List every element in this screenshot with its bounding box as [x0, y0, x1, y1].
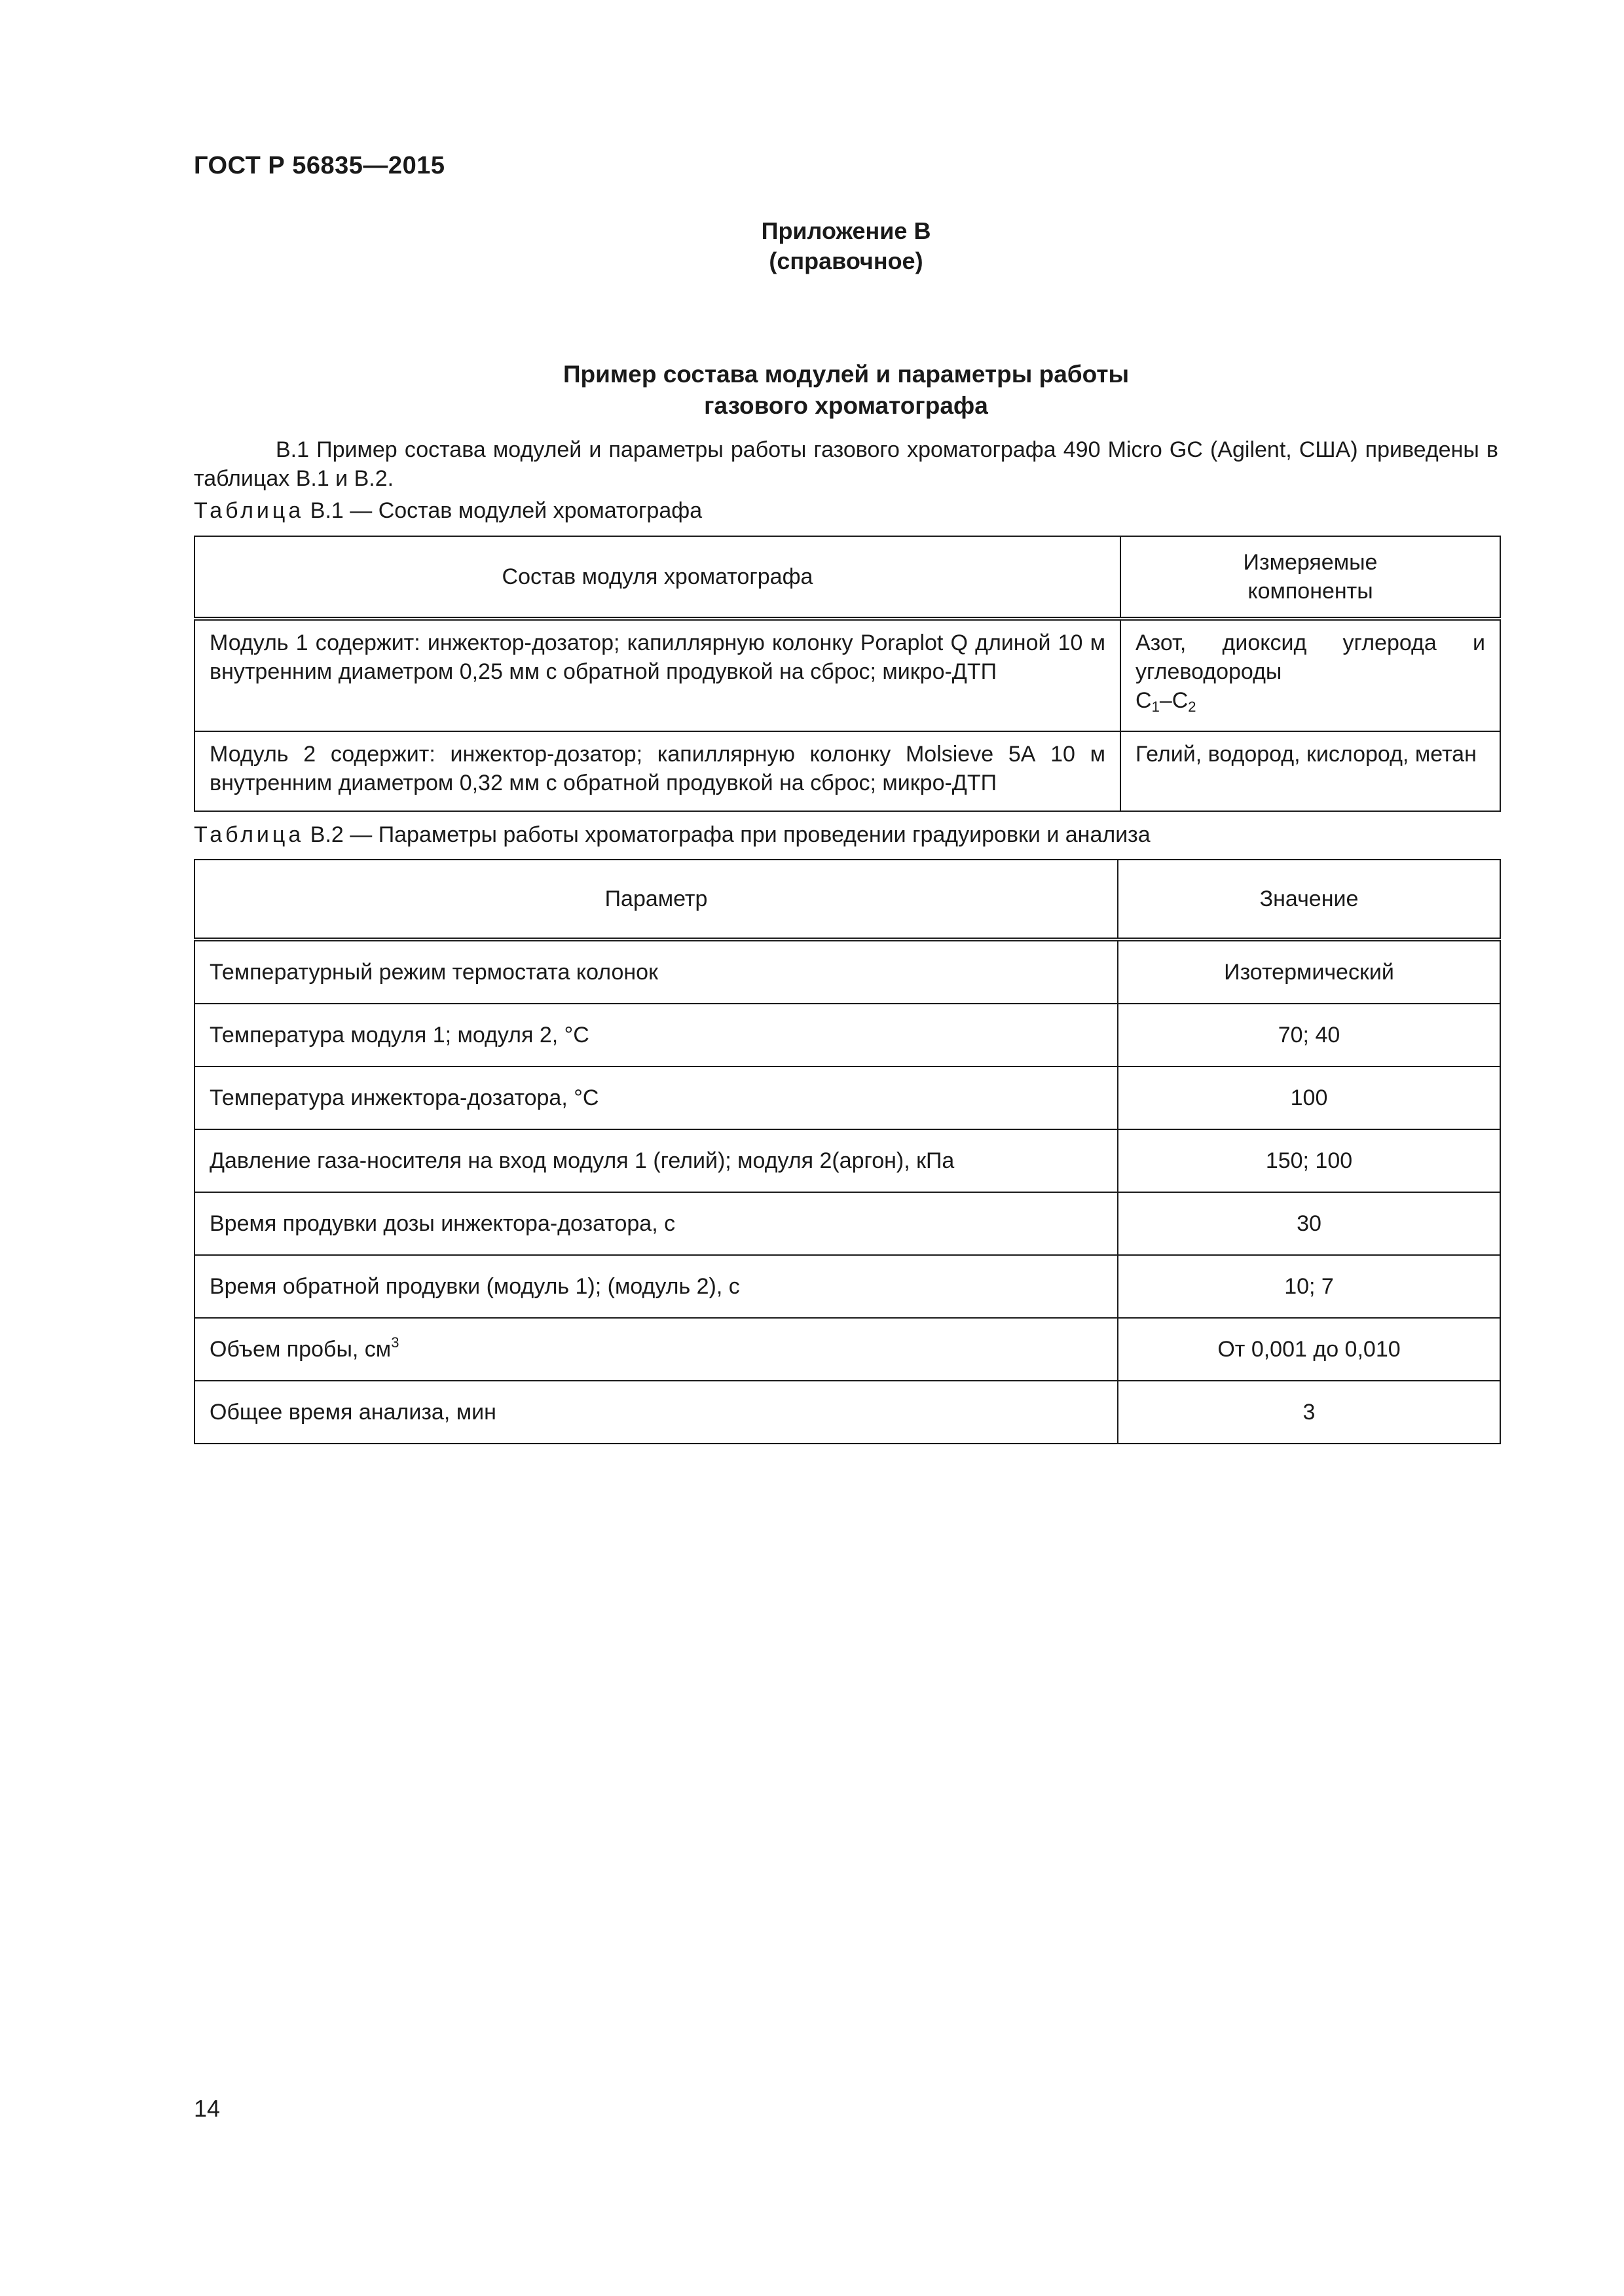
table1-header-row: [194, 536, 1500, 619]
param-cell: [194, 1318, 1118, 1381]
intro-paragraph: В.1 Пример состава модулей и параметры работы газового хроматографа 490 Micro GC (Agilent, США) приведены в таблицах В.1 и В.2.: [194, 437, 1498, 491]
param-cell: Температура модуля 1; модуля 2, °С: [194, 1004, 1118, 1066]
table2-header-row: [194, 860, 1500, 939]
table1-caption-text: В.1 — Состав модулей хроматографа: [310, 498, 703, 523]
table2-header-value: Значение: [1118, 860, 1500, 939]
value-cell: 3: [1118, 1381, 1500, 1444]
value-cell: 100: [1118, 1066, 1500, 1129]
module1-components-formula: [1135, 686, 1485, 715]
module2-composition: Модуль 2 содержит: инжектор-дозатор; капиллярную колонку Molsieve 5А 10 м внутренним диаметром 0,32 мм с обратной продувкой на сброс; микро-ДТП: [194, 731, 1120, 811]
table-row: [194, 1192, 1500, 1255]
table-row: [194, 731, 1500, 811]
section-title: [194, 359, 1498, 422]
value-cell: Изотермический: [1118, 939, 1500, 1004]
param-cell: Температура инжектора-дозатора, °С: [194, 1066, 1118, 1129]
table-row: [194, 1381, 1500, 1444]
module2-components: Гелий, водород, кислород, метан: [1120, 731, 1500, 811]
table-row: [194, 1004, 1500, 1066]
table-row: [194, 939, 1500, 1004]
table2-caption-text: В.2 — Параметры работы хроматографа при проведении градуировки и анализа: [310, 822, 1151, 847]
value-cell: 150; 100: [1118, 1129, 1500, 1192]
document-code: ГОСТ Р 56835—2015: [194, 152, 445, 179]
param-text: Объем пробы, см: [210, 1337, 392, 1362]
table1-caption: [194, 496, 702, 525]
section-title-line2: газового хроматографа: [704, 392, 988, 419]
param-cell: Общее время анализа, мин: [194, 1381, 1118, 1444]
formula-dash: –: [1159, 688, 1172, 713]
appendix-heading: [194, 216, 1498, 276]
table-row: [194, 1318, 1500, 1381]
formula-sub2: 2: [1188, 699, 1196, 715]
table2-caption: [194, 820, 1151, 849]
param-cell: Давление газа-носителя на вход модуля 1 (гелий); модуля 2(аргон), кПа: [194, 1129, 1118, 1192]
appendix-title: Приложение В: [761, 217, 931, 244]
table-b1: [194, 536, 1501, 812]
value-cell: 70; 40: [1118, 1004, 1500, 1066]
table1-header-components-line1: Измеряемые: [1243, 550, 1378, 575]
param-cell: Время обратной продувки (модуль 1); (модуль 2), с: [194, 1255, 1118, 1318]
table1-header-composition: Состав модуля хроматографа: [194, 536, 1120, 619]
param-superscript: 3: [391, 1334, 399, 1351]
table-row: [194, 1129, 1500, 1192]
appendix-note: (справочное): [769, 247, 923, 274]
value-cell: 10; 7: [1118, 1255, 1500, 1318]
formula-c2: С: [1172, 688, 1189, 713]
formula-c1: С: [1135, 688, 1152, 713]
param-cell: Время продувки дозы инжектора-дозатора, с: [194, 1192, 1118, 1255]
table1-header-components-line2: компоненты: [1247, 579, 1373, 604]
table1-caption-label: Таблица: [194, 498, 304, 523]
value-cell: От 0,001 до 0,010: [1118, 1318, 1500, 1381]
module1-composition: Модуль 1 содержит: инжектор-дозатор; капиллярную колонку Poraplot Q длиной 10 м внутренним диаметром 0,25 мм с обратной продувкой на сброс; микро-ДТП: [194, 619, 1120, 731]
module1-components-text: Азот, диоксид углерода и углеводороды: [1135, 630, 1485, 684]
table-b2: [194, 859, 1501, 1444]
param-cell: Температурный режим термостата колонок: [194, 939, 1118, 1004]
table-row: [194, 1255, 1500, 1318]
value-cell: 30: [1118, 1192, 1500, 1255]
table-row: [194, 1066, 1500, 1129]
table1-header-components: [1120, 536, 1500, 619]
table-row: [194, 619, 1500, 731]
table2-caption-label: Таблица: [194, 822, 304, 847]
formula-sub1: 1: [1151, 699, 1160, 715]
page-number: 14: [194, 2095, 221, 2122]
table2-header-parameter: Параметр: [194, 860, 1118, 939]
module1-components: [1120, 619, 1500, 731]
section-title-line1: Пример состава модулей и параметры работы: [563, 361, 1130, 388]
